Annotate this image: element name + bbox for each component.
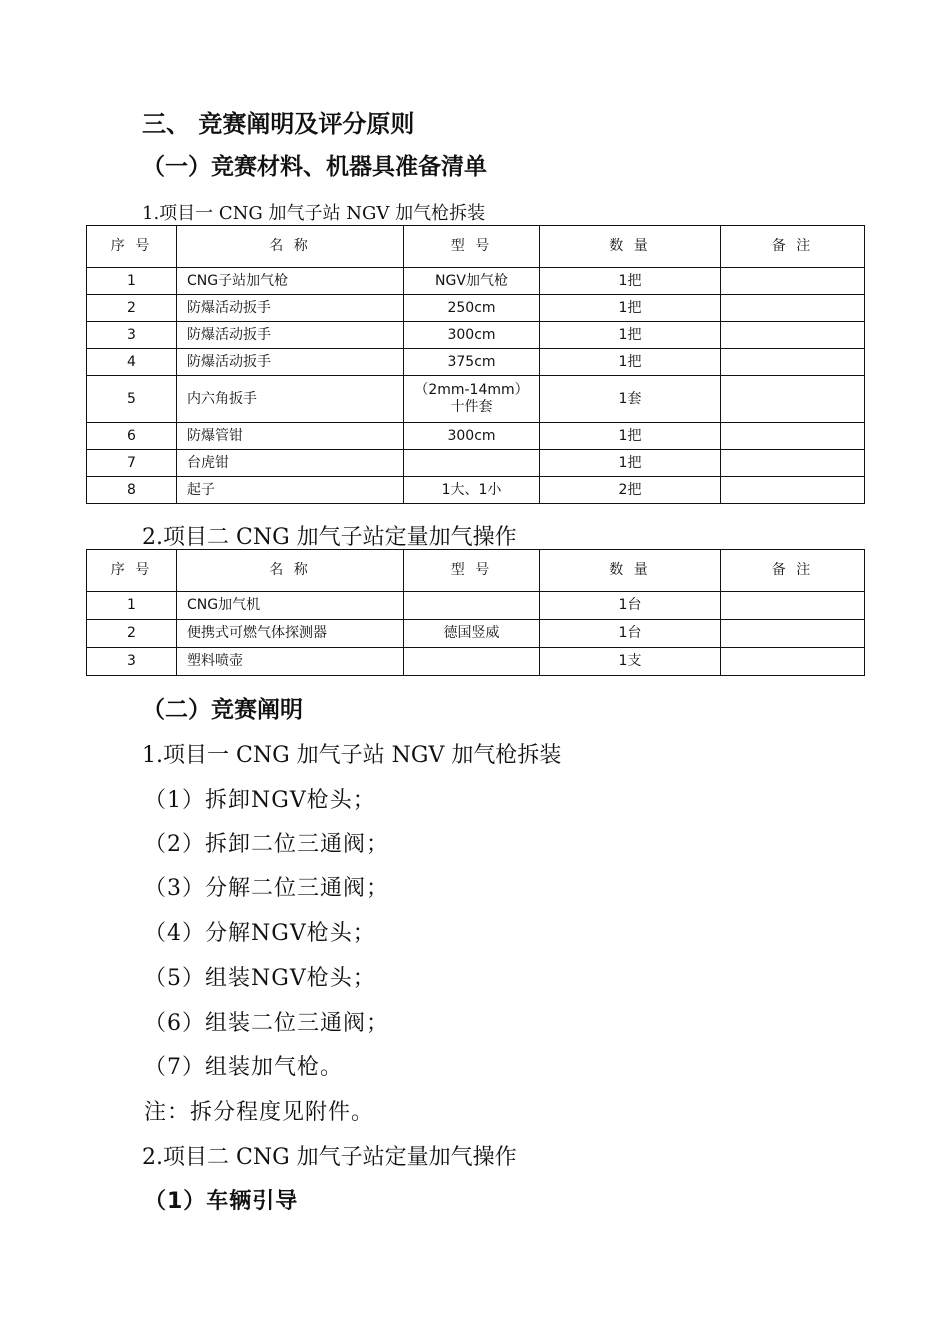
cell-no: 2	[87, 620, 177, 648]
cell-model: 300cm	[404, 423, 540, 450]
table-header-row	[87, 226, 865, 268]
cell-name: 防爆管钳	[177, 423, 404, 450]
cell-qty: 1支	[540, 648, 721, 676]
cell-note	[721, 295, 865, 322]
cell-qty: 1把	[540, 423, 721, 450]
description-project1-heading: 1.项目一 CNG 加气子站 NGV 加气枪拆装	[142, 743, 562, 768]
cell-note	[721, 477, 865, 504]
cell-model	[404, 648, 540, 676]
header-no: 序 号	[87, 226, 177, 268]
table-row	[87, 450, 865, 477]
cell-qty: 1台	[540, 592, 721, 620]
step-vehicle-guidance: （1）车辆引导	[144, 1189, 299, 1214]
cell-qty: 1把	[540, 349, 721, 376]
equipment-table-project2	[86, 549, 865, 676]
project2-heading: 2.项目二 CNG 加气子站定量加气操作	[142, 525, 517, 550]
cell-model: NGV加气枪	[404, 268, 540, 295]
cell-name: 内六角扳手	[177, 376, 404, 423]
header-name: 名 称	[177, 226, 404, 268]
cell-no: 6	[87, 423, 177, 450]
cell-no: 3	[87, 322, 177, 349]
cell-note	[721, 268, 865, 295]
header-no: 序 号	[87, 550, 177, 592]
cell-no: 7	[87, 450, 177, 477]
cell-model: 300cm	[404, 322, 540, 349]
cell-note	[721, 322, 865, 349]
description-project2-heading: 2.项目二 CNG 加气子站定量加气操作	[142, 1145, 517, 1170]
table-row	[87, 376, 865, 423]
cell-qty: 2把	[540, 477, 721, 504]
cell-no: 5	[87, 376, 177, 423]
cell-note	[721, 648, 865, 676]
cell-note	[721, 376, 865, 423]
cell-qty: 1台	[540, 620, 721, 648]
header-note: 备 注	[721, 226, 865, 268]
cell-note	[721, 423, 865, 450]
table-row	[87, 423, 865, 450]
cell-name: 防爆活动扳手	[177, 349, 404, 376]
equipment-table-project1	[86, 225, 865, 504]
cell-qty: 1把	[540, 268, 721, 295]
step-item: （4）分解NGV枪头；	[144, 921, 376, 946]
cell-qty: 1套	[540, 376, 721, 423]
cell-name: 起子	[177, 477, 404, 504]
cell-model: 德国竖威	[404, 620, 540, 648]
cell-name: 台虎钳	[177, 450, 404, 477]
cell-model: 1大、1小	[404, 477, 540, 504]
header-model: 型 号	[404, 550, 540, 592]
cell-note	[721, 450, 865, 477]
table-row	[87, 349, 865, 376]
step-item: （5）组装NGV枪头；	[144, 966, 376, 991]
cell-no: 3	[87, 648, 177, 676]
cell-no: 8	[87, 477, 177, 504]
step-item: （2）拆卸二位三通阀；	[144, 832, 389, 857]
section-title: 三、 竞赛阐明及评分原则	[142, 110, 415, 138]
cell-model: （2mm-14mm） 十件套	[404, 376, 540, 423]
subsection-title-materials: （一）竞赛材料、机器具准备清单	[142, 154, 487, 180]
cell-name: CNG加气机	[177, 592, 404, 620]
header-qty: 数 量	[540, 550, 721, 592]
table-row	[87, 268, 865, 295]
header-note: 备 注	[721, 550, 865, 592]
cell-name: 防爆活动扳手	[177, 295, 404, 322]
cell-model: 375cm	[404, 349, 540, 376]
cell-note	[721, 620, 865, 648]
cell-note	[721, 349, 865, 376]
table-row	[87, 592, 865, 620]
table-row	[87, 322, 865, 349]
step-item: （3）分解二位三通阀；	[144, 876, 389, 901]
table-row	[87, 295, 865, 322]
cell-model: 250cm	[404, 295, 540, 322]
project1-heading: 1.项目一 CNG 加气子站 NGV 加气枪拆装	[142, 203, 486, 224]
cell-no: 4	[87, 349, 177, 376]
step-item: （7）组装加气枪。	[144, 1055, 343, 1080]
note-text: 注：拆分程度见附件。	[144, 1100, 375, 1125]
cell-note	[721, 592, 865, 620]
cell-qty: 1把	[540, 295, 721, 322]
cell-qty: 1把	[540, 322, 721, 349]
table-row	[87, 648, 865, 676]
table-row	[87, 620, 865, 648]
cell-qty: 1把	[540, 450, 721, 477]
cell-model	[404, 592, 540, 620]
cell-name: 便携式可燃气体探测器	[177, 620, 404, 648]
header-qty: 数 量	[540, 226, 721, 268]
cell-name: 防爆活动扳手	[177, 322, 404, 349]
step-item: （6）组装二位三通阀；	[144, 1011, 389, 1036]
cell-no: 1	[87, 592, 177, 620]
header-name: 名 称	[177, 550, 404, 592]
subsection-title-description: （二）竞赛阐明	[142, 697, 303, 723]
cell-model	[404, 450, 540, 477]
cell-name: CNG子站加气枪	[177, 268, 404, 295]
table-row	[87, 477, 865, 504]
table-header-row	[87, 550, 865, 592]
cell-no: 1	[87, 268, 177, 295]
step-item: （1）拆卸NGV枪头；	[144, 788, 376, 813]
cell-name: 塑料喷壶	[177, 648, 404, 676]
header-model: 型 号	[404, 226, 540, 268]
cell-no: 2	[87, 295, 177, 322]
